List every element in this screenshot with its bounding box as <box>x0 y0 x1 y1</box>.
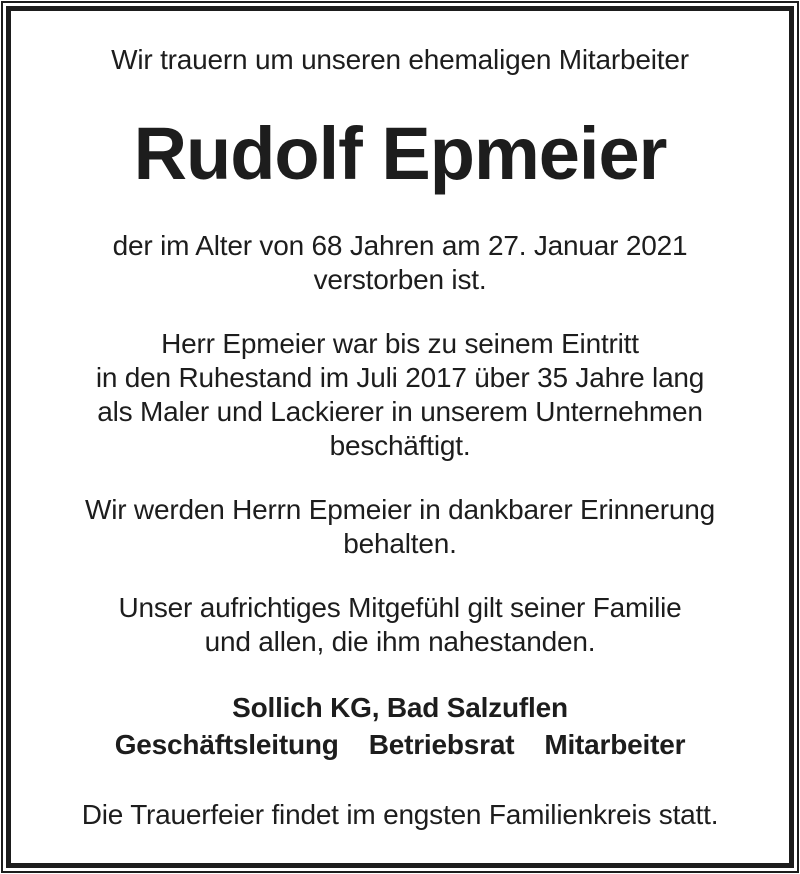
inner-border-frame <box>6 6 794 868</box>
remembrance-line: Wir werden Herrn Epmeier in dankbarer Erinnerung <box>84 494 715 525</box>
signatory-geschaeftsleitung: Geschäftsleitung <box>114 729 339 760</box>
career-paragraph-line: beschäftigt. <box>329 430 471 461</box>
career-paragraph-line: in den Ruhestand im Juli 2017 über 35 Jahre lang <box>95 362 705 393</box>
remembrance-line: behalten. <box>343 528 457 559</box>
death-statement-line: verstorben ist. <box>313 264 487 295</box>
career-paragraph <box>11 327 789 463</box>
condolence-line: und allen, die ihm nahestanden. <box>204 626 596 657</box>
funeral-note: Die Trauerfeier findet im engsten Familienkreis statt. <box>81 799 719 830</box>
career-paragraph-line: als Maler und Lackierer in unserem Unternehmen <box>97 396 703 427</box>
outer-border-frame <box>1 1 799 873</box>
death-statement <box>11 229 789 297</box>
intro-line: Wir trauern um unseren ehemaligen Mitarbeiter <box>111 44 689 75</box>
remembrance-paragraph <box>11 493 789 561</box>
deceased-name: Rudolf Epmeier <box>133 112 667 195</box>
death-statement-line: der im Alter von 68 Jahren am 27. Januar 2021 <box>112 230 688 261</box>
signatories-line <box>11 728 789 762</box>
signatory-betriebsrat: Betriebsrat <box>368 729 515 760</box>
company-name: Sollich KG, Bad Salzuflen <box>232 692 568 723</box>
signatory-mitarbeiter: Mitarbeiter <box>544 729 686 760</box>
signature-block <box>11 691 789 762</box>
condolence-line: Unser aufrichtiges Mitgefühl gilt seiner Familie <box>118 592 682 623</box>
condolence-paragraph <box>11 591 789 659</box>
career-paragraph-line: Herr Epmeier war bis zu seinem Eintritt <box>161 328 639 359</box>
